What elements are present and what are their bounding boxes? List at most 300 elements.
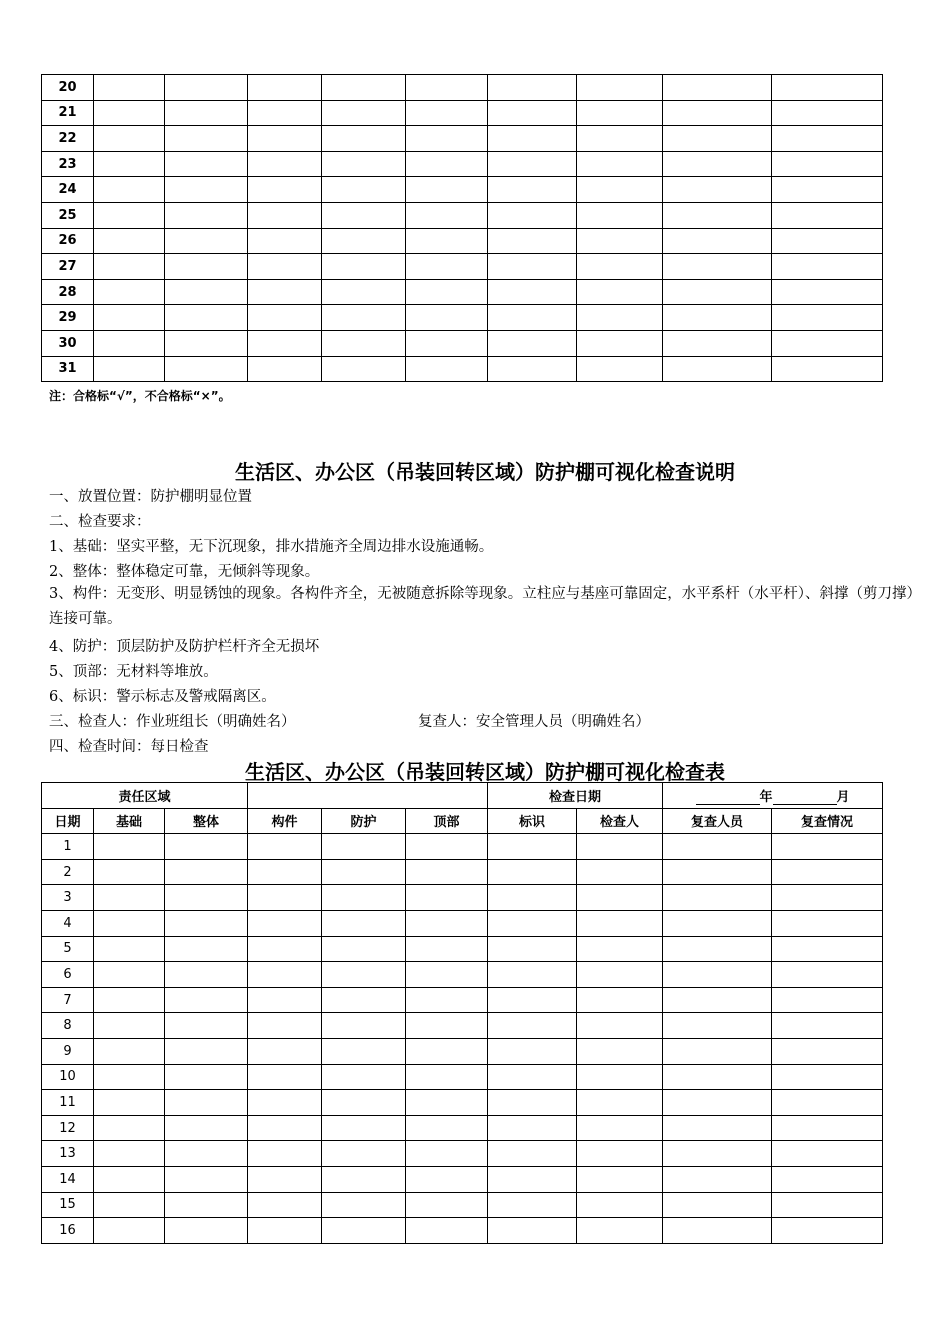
table-cell[interactable] [663, 936, 772, 962]
table-cell[interactable] [488, 254, 577, 280]
table-cell[interactable] [772, 1166, 883, 1192]
table-cell[interactable] [322, 910, 406, 936]
table-cell[interactable] [406, 1038, 488, 1064]
table-cell[interactable] [488, 100, 577, 126]
table-cell[interactable] [94, 177, 165, 203]
table-cell[interactable] [772, 151, 883, 177]
table-cell[interactable] [248, 1038, 322, 1064]
table-cell[interactable] [663, 1166, 772, 1192]
table-cell[interactable] [488, 962, 577, 988]
table-cell[interactable] [772, 1141, 883, 1167]
table-cell[interactable] [772, 228, 883, 254]
table-cell[interactable] [663, 228, 772, 254]
table-row [42, 1090, 883, 1116]
table-cell[interactable] [248, 75, 322, 101]
table-row [42, 859, 883, 885]
table-cell[interactable] [488, 356, 577, 382]
table-cell[interactable] [577, 1192, 663, 1218]
table-cell[interactable] [663, 279, 772, 305]
table-cell[interactable] [772, 1038, 883, 1064]
table-cell[interactable] [322, 177, 406, 203]
table-row [42, 1141, 883, 1167]
table-cell[interactable] [165, 254, 248, 280]
month-label: 月 [836, 789, 850, 805]
table-cell[interactable] [772, 885, 883, 911]
table-cell[interactable] [248, 1115, 322, 1141]
table-cell[interactable] [663, 962, 772, 988]
table-cell[interactable] [406, 100, 488, 126]
table-cell[interactable] [488, 1192, 577, 1218]
table-cell[interactable] [248, 279, 322, 305]
table-cell[interactable] [406, 1115, 488, 1141]
table-row [42, 100, 883, 126]
table-cell[interactable] [94, 228, 165, 254]
table-cell[interactable] [165, 885, 248, 911]
table-cell[interactable] [322, 962, 406, 988]
table-cell[interactable] [772, 1218, 883, 1244]
day-number: 10 [42, 1064, 94, 1090]
table-cell[interactable] [94, 1218, 165, 1244]
table-cell[interactable] [322, 126, 406, 152]
area-row [42, 783, 883, 809]
table-cell[interactable] [577, 1038, 663, 1064]
table-cell[interactable] [406, 1141, 488, 1167]
table-cell[interactable] [248, 987, 322, 1013]
table-cell[interactable] [577, 834, 663, 860]
table-cell[interactable] [488, 1038, 577, 1064]
table-cell[interactable] [322, 834, 406, 860]
table-cell[interactable] [165, 228, 248, 254]
table-cell[interactable] [94, 936, 165, 962]
table-cell[interactable] [406, 75, 488, 101]
responsibility-area-value[interactable] [248, 783, 488, 809]
table-cell[interactable] [772, 834, 883, 860]
table-cell[interactable] [165, 1090, 248, 1116]
table-cell[interactable] [248, 1141, 322, 1167]
table-cell[interactable] [488, 1090, 577, 1116]
table-row [42, 1166, 883, 1192]
table-cell[interactable] [577, 962, 663, 988]
column-header: 日期 [42, 808, 94, 834]
table-cell[interactable] [94, 305, 165, 331]
table-cell[interactable] [94, 279, 165, 305]
column-header: 防护 [322, 808, 406, 834]
table-cell[interactable] [165, 126, 248, 152]
top-inspection-table [41, 74, 883, 382]
table-cell[interactable] [322, 885, 406, 911]
table-cell[interactable] [165, 910, 248, 936]
table-cell[interactable] [488, 1115, 577, 1141]
table-cell[interactable] [663, 1192, 772, 1218]
table-cell[interactable] [94, 100, 165, 126]
table-cell[interactable] [94, 962, 165, 988]
table-cell[interactable] [488, 228, 577, 254]
table-cell[interactable] [772, 1115, 883, 1141]
table-cell[interactable] [577, 987, 663, 1013]
table-cell[interactable] [772, 177, 883, 203]
table-cell[interactable] [406, 254, 488, 280]
table-cell[interactable] [165, 936, 248, 962]
table-cell[interactable] [663, 356, 772, 382]
table-cell[interactable] [322, 1218, 406, 1244]
table-cell[interactable] [488, 305, 577, 331]
table-cell[interactable] [248, 254, 322, 280]
table-cell[interactable] [165, 1166, 248, 1192]
table-cell[interactable] [165, 1115, 248, 1141]
table-cell[interactable] [663, 1013, 772, 1039]
table-cell[interactable] [406, 305, 488, 331]
table-cell[interactable] [165, 100, 248, 126]
table-cell[interactable] [406, 1064, 488, 1090]
table-cell[interactable] [406, 202, 488, 228]
table-cell[interactable] [772, 126, 883, 152]
table-cell[interactable] [165, 1013, 248, 1039]
table-cell[interactable] [94, 1013, 165, 1039]
table-cell[interactable] [165, 305, 248, 331]
table-cell[interactable] [248, 962, 322, 988]
table-cell[interactable] [772, 254, 883, 280]
table-cell[interactable] [577, 1013, 663, 1039]
table-cell[interactable] [94, 1038, 165, 1064]
table-cell[interactable] [248, 859, 322, 885]
table-cell[interactable] [488, 1141, 577, 1167]
table-cell[interactable] [577, 279, 663, 305]
table-cell[interactable] [663, 1141, 772, 1167]
table-cell[interactable] [322, 151, 406, 177]
day-number: 29 [42, 305, 94, 331]
table-cell[interactable] [248, 1013, 322, 1039]
table-row [42, 910, 883, 936]
table-cell[interactable] [406, 1090, 488, 1116]
table-row [42, 1218, 883, 1244]
day-number: 5 [42, 936, 94, 962]
table-cell[interactable] [94, 885, 165, 911]
table-cell[interactable] [772, 987, 883, 1013]
table-row [42, 1115, 883, 1141]
table-cell[interactable] [577, 859, 663, 885]
table-cell[interactable] [248, 1192, 322, 1218]
table-cell[interactable] [488, 1166, 577, 1192]
table-cell[interactable] [406, 228, 488, 254]
day-number: 22 [42, 126, 94, 152]
table-cell[interactable] [577, 885, 663, 911]
table-cell[interactable] [488, 126, 577, 152]
table-cell[interactable] [488, 987, 577, 1013]
table-cell[interactable] [663, 859, 772, 885]
table-row [42, 1013, 883, 1039]
table-cell[interactable] [406, 885, 488, 911]
table-cell[interactable] [94, 126, 165, 152]
table-cell[interactable] [577, 177, 663, 203]
table-cell[interactable] [772, 1064, 883, 1090]
table-cell[interactable] [488, 834, 577, 860]
table-cell[interactable] [577, 330, 663, 356]
table-cell[interactable] [248, 936, 322, 962]
table-cell[interactable] [488, 279, 577, 305]
table-cell[interactable] [248, 1090, 322, 1116]
table-cell[interactable] [322, 859, 406, 885]
table-cell[interactable] [577, 1141, 663, 1167]
table-cell[interactable] [663, 834, 772, 860]
table-cell[interactable] [406, 936, 488, 962]
table-cell[interactable] [248, 885, 322, 911]
table-title: 生活区、办公区（吊装回转区域）防护棚可视化检查表 [245, 760, 725, 784]
table-cell[interactable] [663, 330, 772, 356]
desc-line: 2、整体：整体稳定可靠，无倾斜等现象。 [49, 564, 320, 580]
table-cell[interactable] [322, 356, 406, 382]
table-row [42, 177, 883, 203]
table-cell[interactable] [488, 1218, 577, 1244]
day-number: 11 [42, 1090, 94, 1116]
table-cell[interactable] [165, 279, 248, 305]
table-cell[interactable] [322, 1038, 406, 1064]
table-cell[interactable] [488, 202, 577, 228]
table-cell[interactable] [94, 1115, 165, 1141]
table-cell[interactable] [406, 859, 488, 885]
table-cell[interactable] [663, 910, 772, 936]
table-cell[interactable] [772, 75, 883, 101]
table-cell[interactable] [663, 177, 772, 203]
table-cell[interactable] [248, 1218, 322, 1244]
table-cell[interactable] [406, 177, 488, 203]
check-date-label: 检查日期 [488, 783, 663, 809]
table-cell[interactable] [663, 1115, 772, 1141]
table-cell[interactable] [165, 987, 248, 1013]
table-cell[interactable] [488, 1013, 577, 1039]
table-cell[interactable] [322, 279, 406, 305]
table-cell[interactable] [165, 1192, 248, 1218]
table-cell[interactable] [663, 151, 772, 177]
table-cell[interactable] [248, 910, 322, 936]
table-cell[interactable] [577, 100, 663, 126]
table-cell[interactable] [322, 228, 406, 254]
table-cell[interactable] [772, 910, 883, 936]
table-cell[interactable] [248, 100, 322, 126]
table-cell[interactable] [165, 1064, 248, 1090]
table-cell[interactable] [94, 834, 165, 860]
table-cell[interactable] [577, 1090, 663, 1116]
desc-line: 5、顶部：无材料等堆放。 [49, 664, 218, 680]
table-cell[interactable] [165, 202, 248, 228]
table-cell[interactable] [406, 834, 488, 860]
table-cell[interactable] [577, 1115, 663, 1141]
table-cell[interactable] [322, 1064, 406, 1090]
table-cell[interactable] [406, 279, 488, 305]
table-cell[interactable] [663, 100, 772, 126]
table-cell[interactable] [488, 910, 577, 936]
table-cell[interactable] [248, 834, 322, 860]
table-cell[interactable] [772, 100, 883, 126]
table-cell[interactable] [577, 1218, 663, 1244]
table-cell[interactable] [406, 356, 488, 382]
table-cell[interactable] [406, 1192, 488, 1218]
table-cell[interactable] [94, 987, 165, 1013]
check-date-value[interactable] [663, 783, 883, 809]
table-cell[interactable] [663, 126, 772, 152]
table-cell[interactable] [94, 356, 165, 382]
table-cell[interactable] [94, 910, 165, 936]
table-cell[interactable] [577, 936, 663, 962]
table-cell[interactable] [406, 1218, 488, 1244]
table-cell[interactable] [322, 330, 406, 356]
table-cell[interactable] [488, 75, 577, 101]
table-cell[interactable] [772, 202, 883, 228]
table-cell[interactable] [248, 1166, 322, 1192]
table-cell[interactable] [322, 936, 406, 962]
table-cell[interactable] [406, 1013, 488, 1039]
table-cell[interactable] [577, 1064, 663, 1090]
table-cell[interactable] [577, 910, 663, 936]
table-cell[interactable] [577, 75, 663, 101]
table-row [42, 254, 883, 280]
table-cell[interactable] [165, 1038, 248, 1064]
table-cell[interactable] [488, 859, 577, 885]
column-header: 标识 [488, 808, 577, 834]
table-cell[interactable] [94, 1090, 165, 1116]
table-cell[interactable] [248, 330, 322, 356]
table-cell[interactable] [248, 305, 322, 331]
table-cell[interactable] [577, 305, 663, 331]
table-cell[interactable] [663, 1038, 772, 1064]
column-header: 构件 [248, 808, 322, 834]
table-cell[interactable] [248, 356, 322, 382]
table-cell[interactable] [322, 202, 406, 228]
table-cell[interactable] [94, 1064, 165, 1090]
table-cell[interactable] [488, 330, 577, 356]
table-cell[interactable] [577, 356, 663, 382]
table-cell[interactable] [322, 1141, 406, 1167]
table-row [42, 834, 883, 860]
table-cell[interactable] [772, 936, 883, 962]
table-cell[interactable] [577, 1166, 663, 1192]
desc-line: 三、检查人：作业班组长（明确姓名） [49, 714, 296, 730]
table-cell[interactable] [165, 177, 248, 203]
table-cell[interactable] [94, 859, 165, 885]
table-cell[interactable] [772, 1090, 883, 1116]
table-cell[interactable] [772, 1192, 883, 1218]
table-cell[interactable] [165, 859, 248, 885]
table-cell[interactable] [165, 330, 248, 356]
table-cell[interactable] [488, 177, 577, 203]
table-cell[interactable] [322, 100, 406, 126]
table-cell[interactable] [663, 885, 772, 911]
table-cell[interactable] [663, 1218, 772, 1244]
table-cell[interactable] [248, 151, 322, 177]
table-cell[interactable] [577, 254, 663, 280]
table-cell[interactable] [165, 834, 248, 860]
table-cell[interactable] [248, 228, 322, 254]
desc-line: 3、构件：无变形、明显锈蚀的现象。各构件齐全，无被随意拆除等现象。立柱应与基座可靠固定，水平系杆（水平杆）、斜撑（剪刀撑）连接可靠。 [49, 586, 921, 627]
table-cell[interactable] [663, 1064, 772, 1090]
table-cell[interactable] [322, 987, 406, 1013]
table-cell[interactable] [772, 330, 883, 356]
table-cell[interactable] [165, 962, 248, 988]
table-cell[interactable] [577, 202, 663, 228]
table-cell[interactable] [322, 1115, 406, 1141]
day-number: 7 [42, 987, 94, 1013]
table-cell[interactable] [663, 305, 772, 331]
year-blank[interactable] [696, 790, 760, 805]
day-number: 24 [42, 177, 94, 203]
table-cell[interactable] [165, 151, 248, 177]
table-cell[interactable] [94, 254, 165, 280]
table-cell[interactable] [322, 75, 406, 101]
table-cell[interactable] [772, 962, 883, 988]
table-row [42, 305, 883, 331]
day-number: 26 [42, 228, 94, 254]
table-cell[interactable] [772, 279, 883, 305]
table-cell[interactable] [94, 151, 165, 177]
day-number: 9 [42, 1038, 94, 1064]
day-number: 1 [42, 834, 94, 860]
table-cell[interactable] [772, 859, 883, 885]
table-cell[interactable] [406, 910, 488, 936]
table-cell[interactable] [577, 151, 663, 177]
table-cell[interactable] [94, 202, 165, 228]
table-cell[interactable] [663, 1090, 772, 1116]
table-cell[interactable] [663, 202, 772, 228]
desc-line: 4、防护：顶层防护及防护栏杆齐全无损坏 [49, 639, 320, 655]
table-cell[interactable] [772, 356, 883, 382]
table-cell[interactable] [322, 1166, 406, 1192]
day-number: 28 [42, 279, 94, 305]
table-cell[interactable] [248, 1064, 322, 1090]
table-cell[interactable] [322, 1013, 406, 1039]
table-cell[interactable] [94, 1192, 165, 1218]
table-cell[interactable] [488, 1064, 577, 1090]
table-cell[interactable] [488, 936, 577, 962]
table-cell[interactable] [322, 254, 406, 280]
table-cell[interactable] [406, 151, 488, 177]
table-cell[interactable] [248, 177, 322, 203]
table-cell[interactable] [577, 126, 663, 152]
table-cell[interactable] [322, 305, 406, 331]
day-number: 31 [42, 356, 94, 382]
table-cell[interactable] [406, 126, 488, 152]
table-cell[interactable] [94, 1141, 165, 1167]
table-cell[interactable] [94, 330, 165, 356]
table-cell[interactable] [772, 1013, 883, 1039]
table-cell[interactable] [165, 75, 248, 101]
table-cell[interactable] [94, 75, 165, 101]
table-cell[interactable] [406, 987, 488, 1013]
table-cell[interactable] [165, 1141, 248, 1167]
month-blank[interactable] [773, 790, 837, 805]
table-row [42, 1192, 883, 1218]
table-cell[interactable] [772, 305, 883, 331]
table-cell[interactable] [406, 1166, 488, 1192]
table-cell[interactable] [94, 1166, 165, 1192]
recheck-person: 复查人：安全管理人员（明确姓名） [418, 714, 650, 730]
desc-line: 1、基础：坚实平整，无下沉现象，排水措施齐全周边排水设施通畅。 [49, 539, 494, 555]
table-cell[interactable] [488, 885, 577, 911]
day-number: 8 [42, 1013, 94, 1039]
table-cell[interactable] [663, 987, 772, 1013]
table-cell[interactable] [322, 1090, 406, 1116]
table-cell[interactable] [248, 202, 322, 228]
table-cell[interactable] [577, 228, 663, 254]
table-cell[interactable] [663, 75, 772, 101]
table-cell[interactable] [165, 356, 248, 382]
table-cell[interactable] [322, 1192, 406, 1218]
table-cell[interactable] [165, 1218, 248, 1244]
table-cell[interactable] [488, 151, 577, 177]
table-cell[interactable] [663, 254, 772, 280]
table-cell[interactable] [406, 962, 488, 988]
table-cell[interactable] [406, 330, 488, 356]
table-cell[interactable] [248, 126, 322, 152]
table-row [42, 279, 883, 305]
